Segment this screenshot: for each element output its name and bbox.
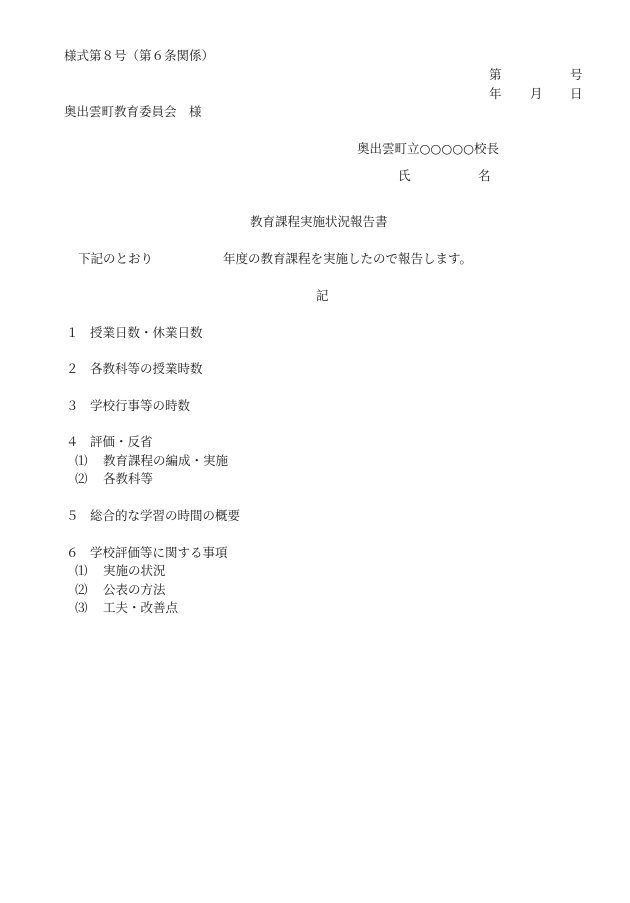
form-number-label: 様式第８号（第６条関係） — [64, 48, 215, 63]
subsection-number: ⑶ — [75, 600, 88, 615]
section-label: 各教科等の授業時数 — [90, 361, 203, 376]
subsection-label: 工夫・改善点 — [103, 600, 179, 615]
subsection-label: 実施の状況 — [103, 563, 166, 578]
section-label: 学校評価等に関する事項 — [90, 545, 228, 560]
section-number: ３ — [66, 398, 79, 413]
subsection-label: 教育課程の編成・実施 — [103, 453, 229, 468]
subsection-number: ⑵ — [75, 582, 88, 597]
document-number-prefix: 第 — [489, 67, 502, 82]
name-label-mei: 名 — [478, 168, 491, 183]
ki-heading: 記 — [316, 288, 329, 303]
section-label: 総合的な学習の時間の概要 — [90, 508, 241, 523]
sender-school: 奥出雲町立○○○○○校長 — [357, 141, 500, 156]
document-number-suffix: 号 — [570, 67, 583, 82]
date-year-label: 年 — [489, 86, 502, 101]
addressee: 奥出雲町教育委員会 様 — [64, 104, 202, 119]
subsection-label: 各教科等 — [103, 471, 154, 486]
subsection-number: ⑴ — [75, 453, 88, 468]
date-day-label: 日 — [570, 86, 583, 101]
section-label: 学校行事等の時数 — [90, 398, 191, 413]
section-number: ４ — [66, 434, 79, 449]
document-title: 教育課程実施状況報告書 — [250, 214, 388, 229]
subsection-number: ⑴ — [75, 563, 88, 578]
subsection-number: ⑵ — [75, 471, 88, 486]
section-label: 評価・反省 — [90, 434, 153, 449]
section-number: ２ — [66, 361, 79, 376]
intro-rest: 年度の教育課程を実施したので報告します。 — [223, 251, 473, 266]
subsection-label: 公表の方法 — [103, 582, 166, 597]
section-number: ６ — [66, 545, 79, 560]
intro-lead: 下記のとおり — [78, 251, 154, 266]
section-number: ５ — [66, 508, 79, 523]
section-label: 授業日数・休業日数 — [90, 325, 203, 340]
section-number: １ — [66, 325, 79, 340]
name-label-shi: 氏 — [398, 168, 411, 183]
date-month-label: 月 — [530, 86, 543, 101]
